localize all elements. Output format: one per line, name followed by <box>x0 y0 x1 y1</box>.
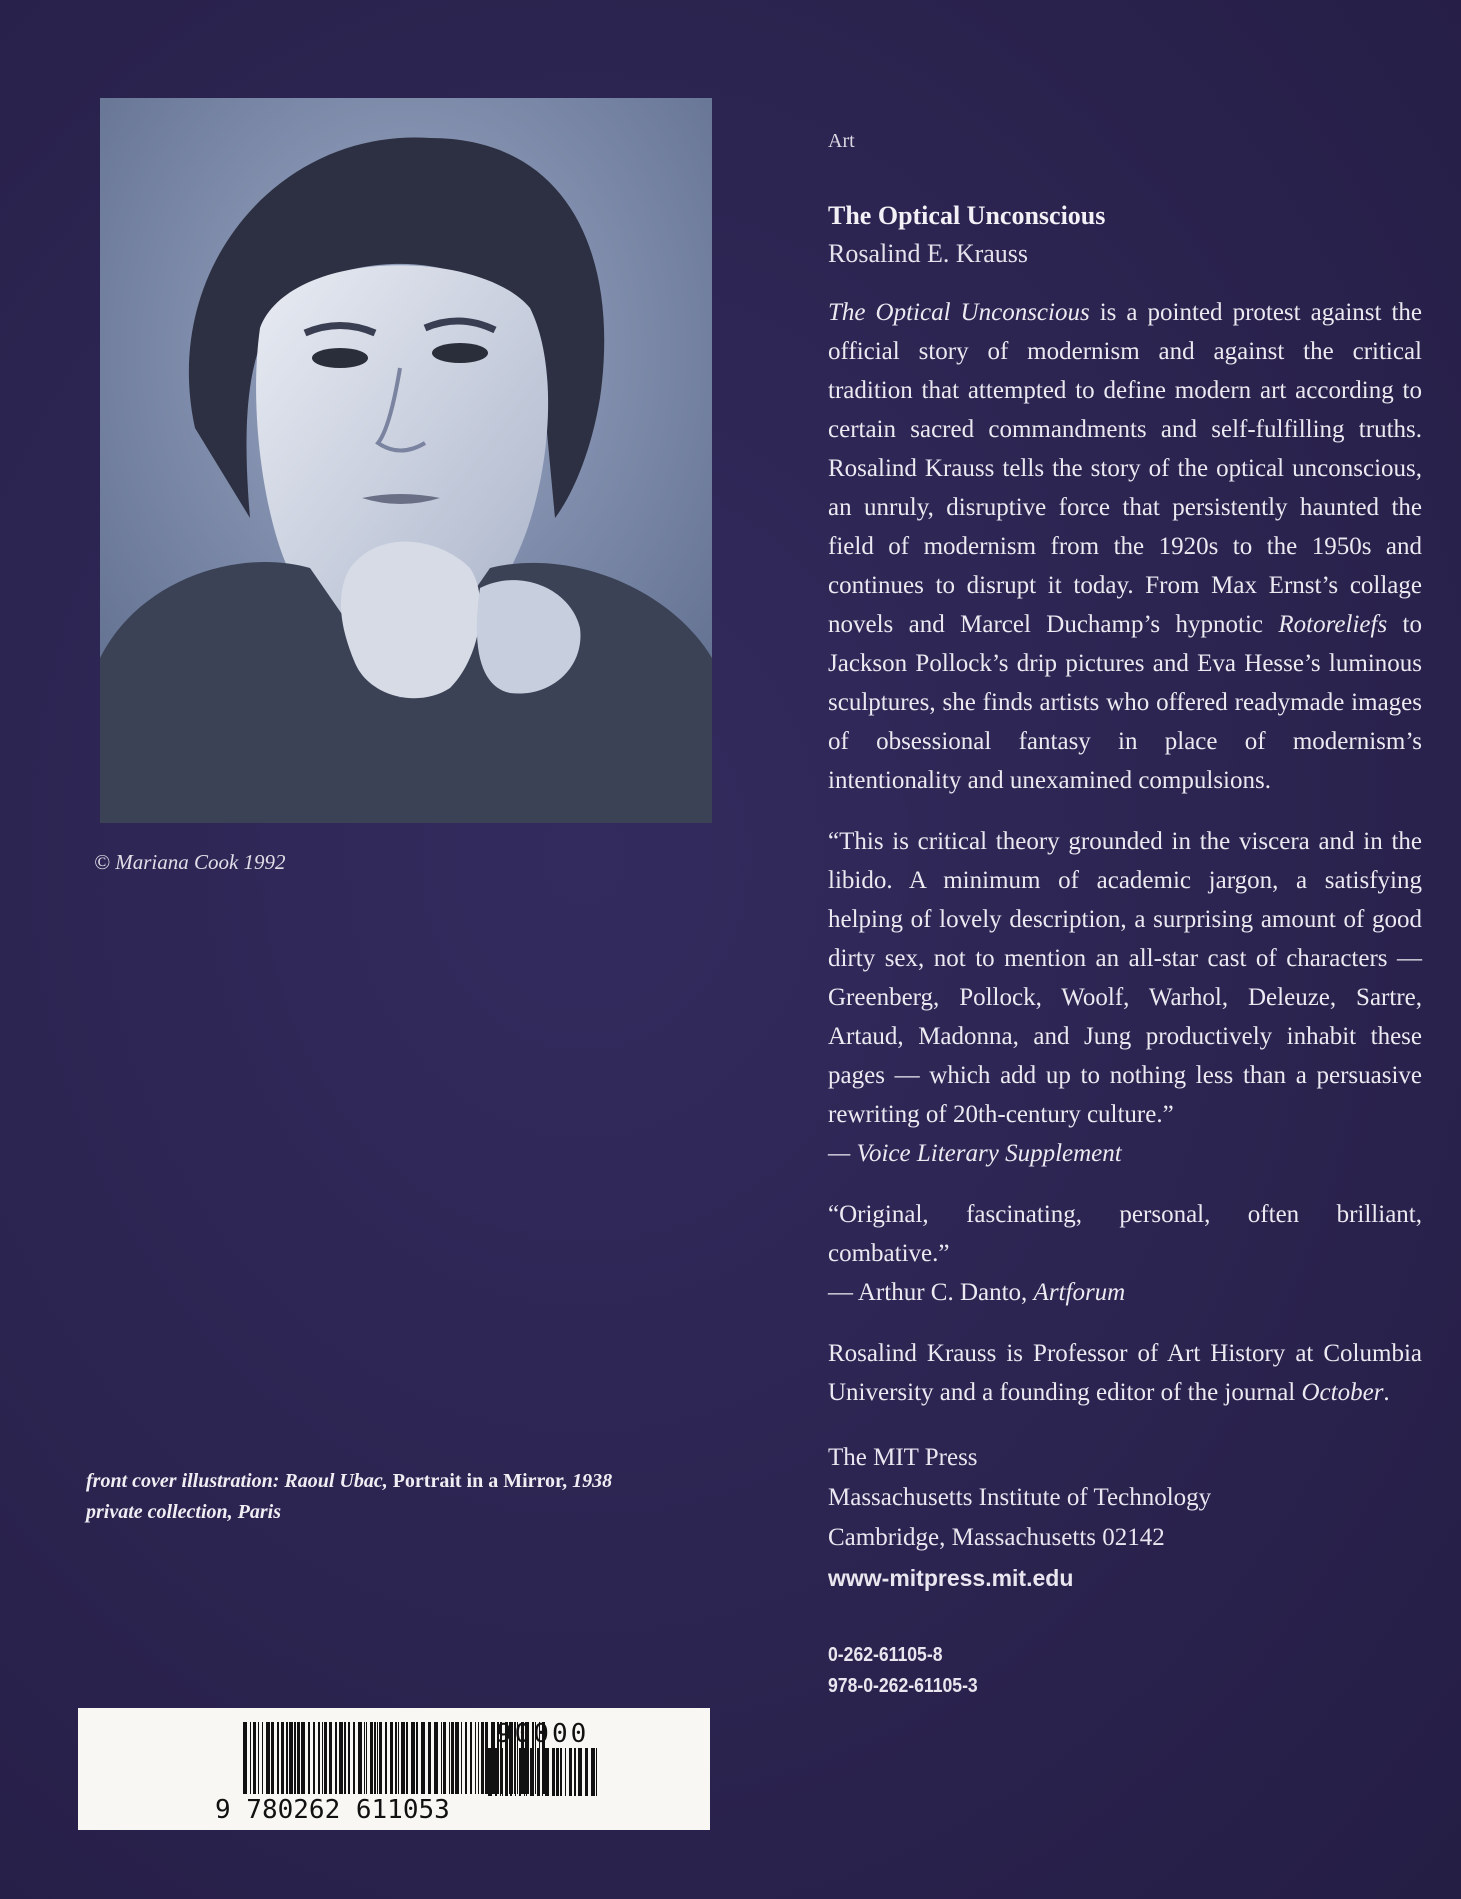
barcode-bar <box>455 1722 459 1794</box>
barcode-bar <box>364 1722 365 1794</box>
barcode-bar <box>526 1748 527 1796</box>
barcode-bar <box>335 1722 337 1794</box>
barcode-bar <box>294 1722 296 1794</box>
author-bio <box>828 1334 1422 1412</box>
barcode-bar <box>395 1722 397 1794</box>
barcode-bar <box>329 1722 332 1794</box>
barcode-bar <box>505 1748 508 1796</box>
front-credit-year: 1938 <box>572 1470 613 1492</box>
book-author: Rosalind E. Krauss <box>828 239 1029 268</box>
barcode-price-code: 90000 <box>496 1719 590 1749</box>
barcode-bar <box>481 1722 484 1794</box>
description <box>828 293 1422 800</box>
author-bio-end: . <box>1383 1379 1390 1406</box>
barcode-bar <box>416 1722 418 1794</box>
barcode-bar <box>510 1748 512 1796</box>
barcode-bar <box>377 1722 378 1794</box>
review-voice <box>828 822 1422 1173</box>
barcode-bar <box>379 1722 382 1794</box>
barcode-bar <box>478 1722 479 1794</box>
barcode-bar <box>475 1722 476 1794</box>
barcode-bar <box>339 1722 343 1794</box>
barcode-bar <box>324 1722 327 1794</box>
author-bio-journal: October <box>1301 1379 1384 1406</box>
barcode-bar <box>495 1748 497 1796</box>
barcode-bar <box>301 1722 305 1794</box>
barcode-bar <box>358 1722 362 1794</box>
barcode-bar <box>308 1722 310 1794</box>
front-credit-label: front cover illustration: <box>86 1470 280 1492</box>
isbn-block <box>828 1640 1422 1702</box>
review-danto <box>828 1195 1422 1312</box>
title-block <box>828 197 1422 273</box>
photo-credit: © Mariana Cook 1992 <box>94 850 286 874</box>
barcode-bar <box>374 1722 376 1794</box>
barcode-bar <box>318 1722 320 1794</box>
front-credit-collection: private collection, Paris <box>86 1501 281 1523</box>
barcode-bar <box>591 1748 595 1796</box>
publisher-address: Cambridge, Massachusetts 02142 <box>828 1524 1165 1551</box>
barcode-bar <box>449 1722 450 1794</box>
isbn-13: 978-0-262-61105-3 <box>828 1675 978 1697</box>
barcode-bar <box>515 1748 516 1796</box>
book-title: The Optical Unconscious <box>828 201 1106 230</box>
isbn-10: 0-262-61105-8 <box>828 1644 943 1666</box>
barcode-bar <box>313 1722 315 1794</box>
barcode-bar <box>370 1722 373 1794</box>
barcode-bar <box>398 1722 399 1794</box>
barcode-bar <box>250 1722 251 1794</box>
review-voice-quote: “This is critical theory grounded in the viscera and in the libido. A minimum of academic jargon, a satisfying helping of lovely description, a surprising amount of good dirty sex, not to mention an all-star cast of characters — Greenberg, Pollock, Woolf, Warhol, Deleuze, Sartre, Artaud, Madonna, and Jung productively inhabit these pages — which add up to nothing less than a persuasive rewriting of 20th-century culture.” <box>828 828 1422 1128</box>
barcode-bar <box>569 1748 572 1796</box>
front-cover-credit <box>86 1466 706 1528</box>
barcode-bar <box>428 1722 431 1794</box>
category-label: Art <box>828 130 855 152</box>
barcode-bar <box>537 1748 540 1796</box>
description-text-b: to Jackson Pollock’s drip pictures and Eva Hesse’s luminous sculptures, she finds artists who offered readymade images of obsessional fantasy in place of modernism’s intentionality and unexamined compulsions. <box>828 611 1422 794</box>
barcode-bar <box>243 1722 247 1794</box>
barcode-bar <box>348 1722 350 1794</box>
barcode-graphic <box>78 1708 710 1830</box>
barcode-bar <box>542 1748 543 1796</box>
description-rotoreliefs: Rotoreliefs <box>1278 611 1388 638</box>
barcode-bar <box>289 1722 293 1794</box>
barcode-bar <box>266 1722 270 1794</box>
author-bio-text: Rosalind Krauss is Professor of Art History at Columbia University and a founding editor of the journal <box>828 1340 1422 1406</box>
barcode-bar <box>519 1748 521 1796</box>
barcode-bar <box>344 1722 346 1794</box>
barcode-bar <box>390 1722 393 1794</box>
front-credit-artist: Raoul Ubac, <box>284 1470 388 1492</box>
text-column <box>828 130 1422 1702</box>
barcode-bar <box>401 1722 405 1794</box>
barcode-bar <box>500 1748 501 1796</box>
barcode-bar <box>596 1748 597 1796</box>
barcode-bar <box>441 1722 442 1794</box>
review-voice-attribution: — Voice Literary Supplement <box>828 1140 1122 1167</box>
barcode-bar <box>465 1722 467 1794</box>
barcode-bar <box>434 1722 438 1794</box>
author-photo <box>100 98 712 823</box>
barcode-isbn-digits: 9 780262 611053 <box>215 1795 450 1825</box>
description-text-a: is a pointed protest against the official story of modernism and against the critical tradition that attempted to define modern art according to certain sacred commandments and self-fulfilling truths. Rosalind Krauss tells the story of the optical unconscious, an unruly, disruptive force that persistently haunted the field of modernism from the 1920s to the 1950s and continues to disrupt it today. From Max Ernst’s collage novels and Marcel Duchamp’s hypnotic <box>828 299 1423 638</box>
barcode-bar <box>556 1748 559 1796</box>
review-danto-prefix: — Arthur C. Danto, <box>828 1279 1034 1306</box>
barcode-bar <box>461 1722 462 1794</box>
barcode-bar <box>443 1722 446 1794</box>
barcode-bar <box>524 1748 525 1796</box>
barcode-bar <box>470 1722 472 1794</box>
review-danto-quote: “Original, fascinating, personal, often brilliant, combative.” <box>828 1201 1422 1267</box>
description-title: The Optical Unconscious <box>828 299 1090 326</box>
review-danto-source: Artforum <box>1033 1279 1126 1306</box>
barcode-bar <box>530 1748 534 1796</box>
barcode-bar <box>281 1722 284 1794</box>
barcode-bar <box>545 1748 549 1796</box>
barcode-bar <box>585 1748 588 1796</box>
publisher-block <box>828 1438 1422 1598</box>
barcode-bar <box>411 1722 415 1794</box>
barcode-bar <box>578 1748 582 1796</box>
barcode-bar <box>574 1748 576 1796</box>
barcode-bar <box>271 1722 274 1794</box>
barcode-bar <box>258 1722 259 1794</box>
barcode-bar <box>353 1722 355 1794</box>
barcode-bar <box>485 1722 488 1794</box>
publisher-name: The MIT Press <box>828 1444 978 1471</box>
front-credit-work: Portrait in a Mirror, <box>392 1470 568 1492</box>
barcode-bar <box>385 1722 387 1794</box>
barcode-bar <box>421 1722 425 1794</box>
barcode-bar <box>560 1748 562 1796</box>
barcode-bar <box>253 1722 256 1794</box>
publisher-institution: Massachusetts Institute of Technology <box>828 1484 1212 1511</box>
barcode-bar <box>565 1748 566 1796</box>
barcode-bar <box>277 1722 279 1794</box>
barcode-bar <box>322 1722 323 1794</box>
barcode-bar <box>502 1748 503 1796</box>
barcode-bar <box>286 1722 288 1794</box>
publisher-website[interactable]: www-mitpress.mit.edu <box>828 1565 1074 1591</box>
barcode-bar <box>297 1722 300 1794</box>
barcode-bar <box>262 1722 263 1794</box>
barcode-bar <box>366 1722 367 1794</box>
barcode-bar <box>406 1722 408 1794</box>
review-danto-attribution <box>828 1273 1422 1312</box>
barcode-bar <box>552 1748 555 1796</box>
barcode-bar <box>488 1748 492 1796</box>
barcode <box>78 1708 710 1830</box>
barcode-bar <box>451 1722 454 1794</box>
